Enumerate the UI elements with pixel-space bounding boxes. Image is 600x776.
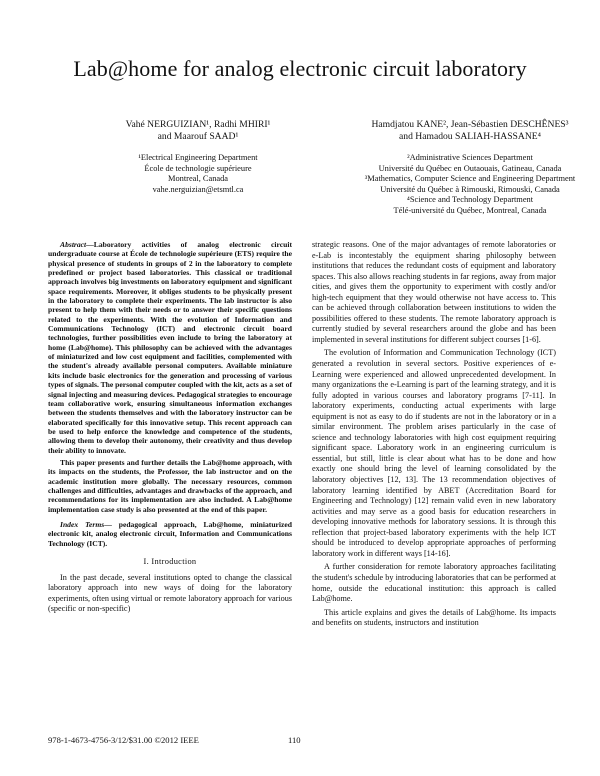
left-column xyxy=(48,240,292,618)
body-paragraph: A further consideration for remote laboratory approaches facilitating the student's schedule by introducing laboratories that can be performed at home, outside the educational institution: this approach is called Lab@home. xyxy=(312,562,556,604)
author-block-right xyxy=(300,108,600,227)
footer-isbn: 978-1-4673-4756-3/12/$31.00 ©2012 IEEE xyxy=(48,735,199,745)
body-paragraph: This article explains and gives the details of Lab@home. Its impacts and benefits on students, instructors and institution xyxy=(312,607,556,628)
affiliation-left: ¹Electrical Engineering Department École de technologie supérieure Montreal, Canada vahe.nerguizian@etsmtl.ca xyxy=(138,153,258,194)
affiliation-right: ²Administrative Sciences Department Université du Québec en Outaouais, Gatineau, Canada ³Mathematics, Computer Science and Engineering Department Université du Québec à Rimouski, Rimouski, Canada ⁴Science and Technology Department Télé-université du Québec, Montreal, Canada xyxy=(364,153,576,215)
section-heading-introduction: I. Introduction xyxy=(143,557,197,566)
author-block-left xyxy=(88,108,308,206)
page-number: 110 xyxy=(288,735,301,745)
index-terms-lead: Index Terms xyxy=(60,519,105,529)
author-names-left: Vahé NERGUIZIAN¹, Radhi MHIRI¹ and Maarouf SAAD¹ xyxy=(125,118,271,142)
paper-title: Lab@home for analog electronic circuit laboratory xyxy=(73,56,527,81)
body-paragraph: The evolution of Information and Communication Technology (ICT) generated a revolution in several sectors. Positive experiences of e-Learning were experienced and allowed unprecedented development. In many organizations the e-Learning is part of the learning strategy, and it is fully adopted in various courses and laboratory programs [7-11]. In laboratory experiments, conducting actual experiments with large equipment is not as easy to do if students are not in the laboratory or in a similar environment. The problem arises particularly in the case of science and technology laboratories with high cost equipment requiring significant space. Laboratory work in an engineering curriculum is essential, but still, little is clear about what has to be done and how exactly one should bring the level of learning consolidated by the laboratory objectives [12, 13]. The 13 recommendation objectives of laboratory learning identified by ABET (Accreditation Board for Engineering and Technology) [12] remain valid even in new laboratory activities and may serve as a good basis for education researchers in developing innovative methods for laboratory sessions. It is through this reflection that project-based laboratory experiments with the help ICT should be introduced to develop appropriate approaches of performing laboratory work in different ways [14-16]. xyxy=(312,348,556,558)
author-names-right: Hamdjatou KANE², Jean-Sébastien DESCHÊNES³ and Hamadou SALIAH-HASSANE⁴ xyxy=(371,118,569,142)
abstract-lead: Abstract xyxy=(60,240,87,249)
right-column xyxy=(312,240,556,632)
intro-paragraph: In the past decade, several institutions opted to change the classical laboratory approach into new ways of doing for the laboratory experiments, often using virtual or remote laboratory approach for various (specific or non-specific) xyxy=(48,572,292,614)
index-terms xyxy=(48,520,292,548)
index-terms-text: — pedagogical approach, Lab@home, miniaturized electronic kit, analog electronic circuit, Information and Communications Technology (ICT). xyxy=(48,519,292,548)
abstract xyxy=(48,240,292,455)
abstract-text: —Laboratory activities of analog electronic circuit undergraduate course at École de technologie supérieure (ETS) require the physical presence of students in groups of 2 in the laboratory to complete predefined or project based laboratories. This classical or traditional approach involves big investments on laboratory equipment and significant space requirements. Moreover, it obliges students to be physically present in the laboratory to complete their experiments. The lab instructor is also present to help them with their needs or to answer their specific questions related to the experiments. With the evolution of Information and Communications Technology (ICT) and electronic circuit board technologies, further possibilities even include to bring the laboratory at home (Lab@home). This philosophy can be achieved with the advantages of miniaturized and low cost equipment and facilities, complemented with the student's already available personal computers. Available miniature kits include basic electronics for the generation and processing of various types of signals. The personal computer coupled with the kit, acts as a set of signal injecting and measuring devices. Pedagogical strategies to encourage team collaborative work, ensuring simultaneous information exchanges between the students themselves and with the laboratory instructor can be elaborated specifically for this innovative setup. This recent approach can be used to help enforce the knowledge and competence of the students, allowing them to develop their autonomy, their creativity and thus develop their ability to innovate. xyxy=(48,240,292,455)
body-paragraph: strategic reasons. One of the major advantages of remote laboratories or e-Lab is incontestably the equipment sharing philosophy between institutions that reduces the redundant costs of equipment and laboratory spaces. This also allows reaching students in far regions, away from major cities, and gives them the opportunity to experiment with costly and/or high-tech equipment that they would otherwise not have access to. This can be achieved through collaboration between institutions to widen the possibilities offered to these students. The remote laboratory approach is currently studied by several researchers around the globe and has been implemented in several institutions for different subject courses [1-6]. xyxy=(312,240,556,344)
abstract-second-paragraph: This paper presents and further details the Lab@home approach, with its impacts on the students, the Professor, the lab instructor and on the academic institution more globally. The necessary resources, common challenges and difficulties, advantages and drawbacks of the approach, and recommendations for its implementation are also included. A Lab@home implementation case study is also presented at the end of this paper. xyxy=(48,457,292,514)
